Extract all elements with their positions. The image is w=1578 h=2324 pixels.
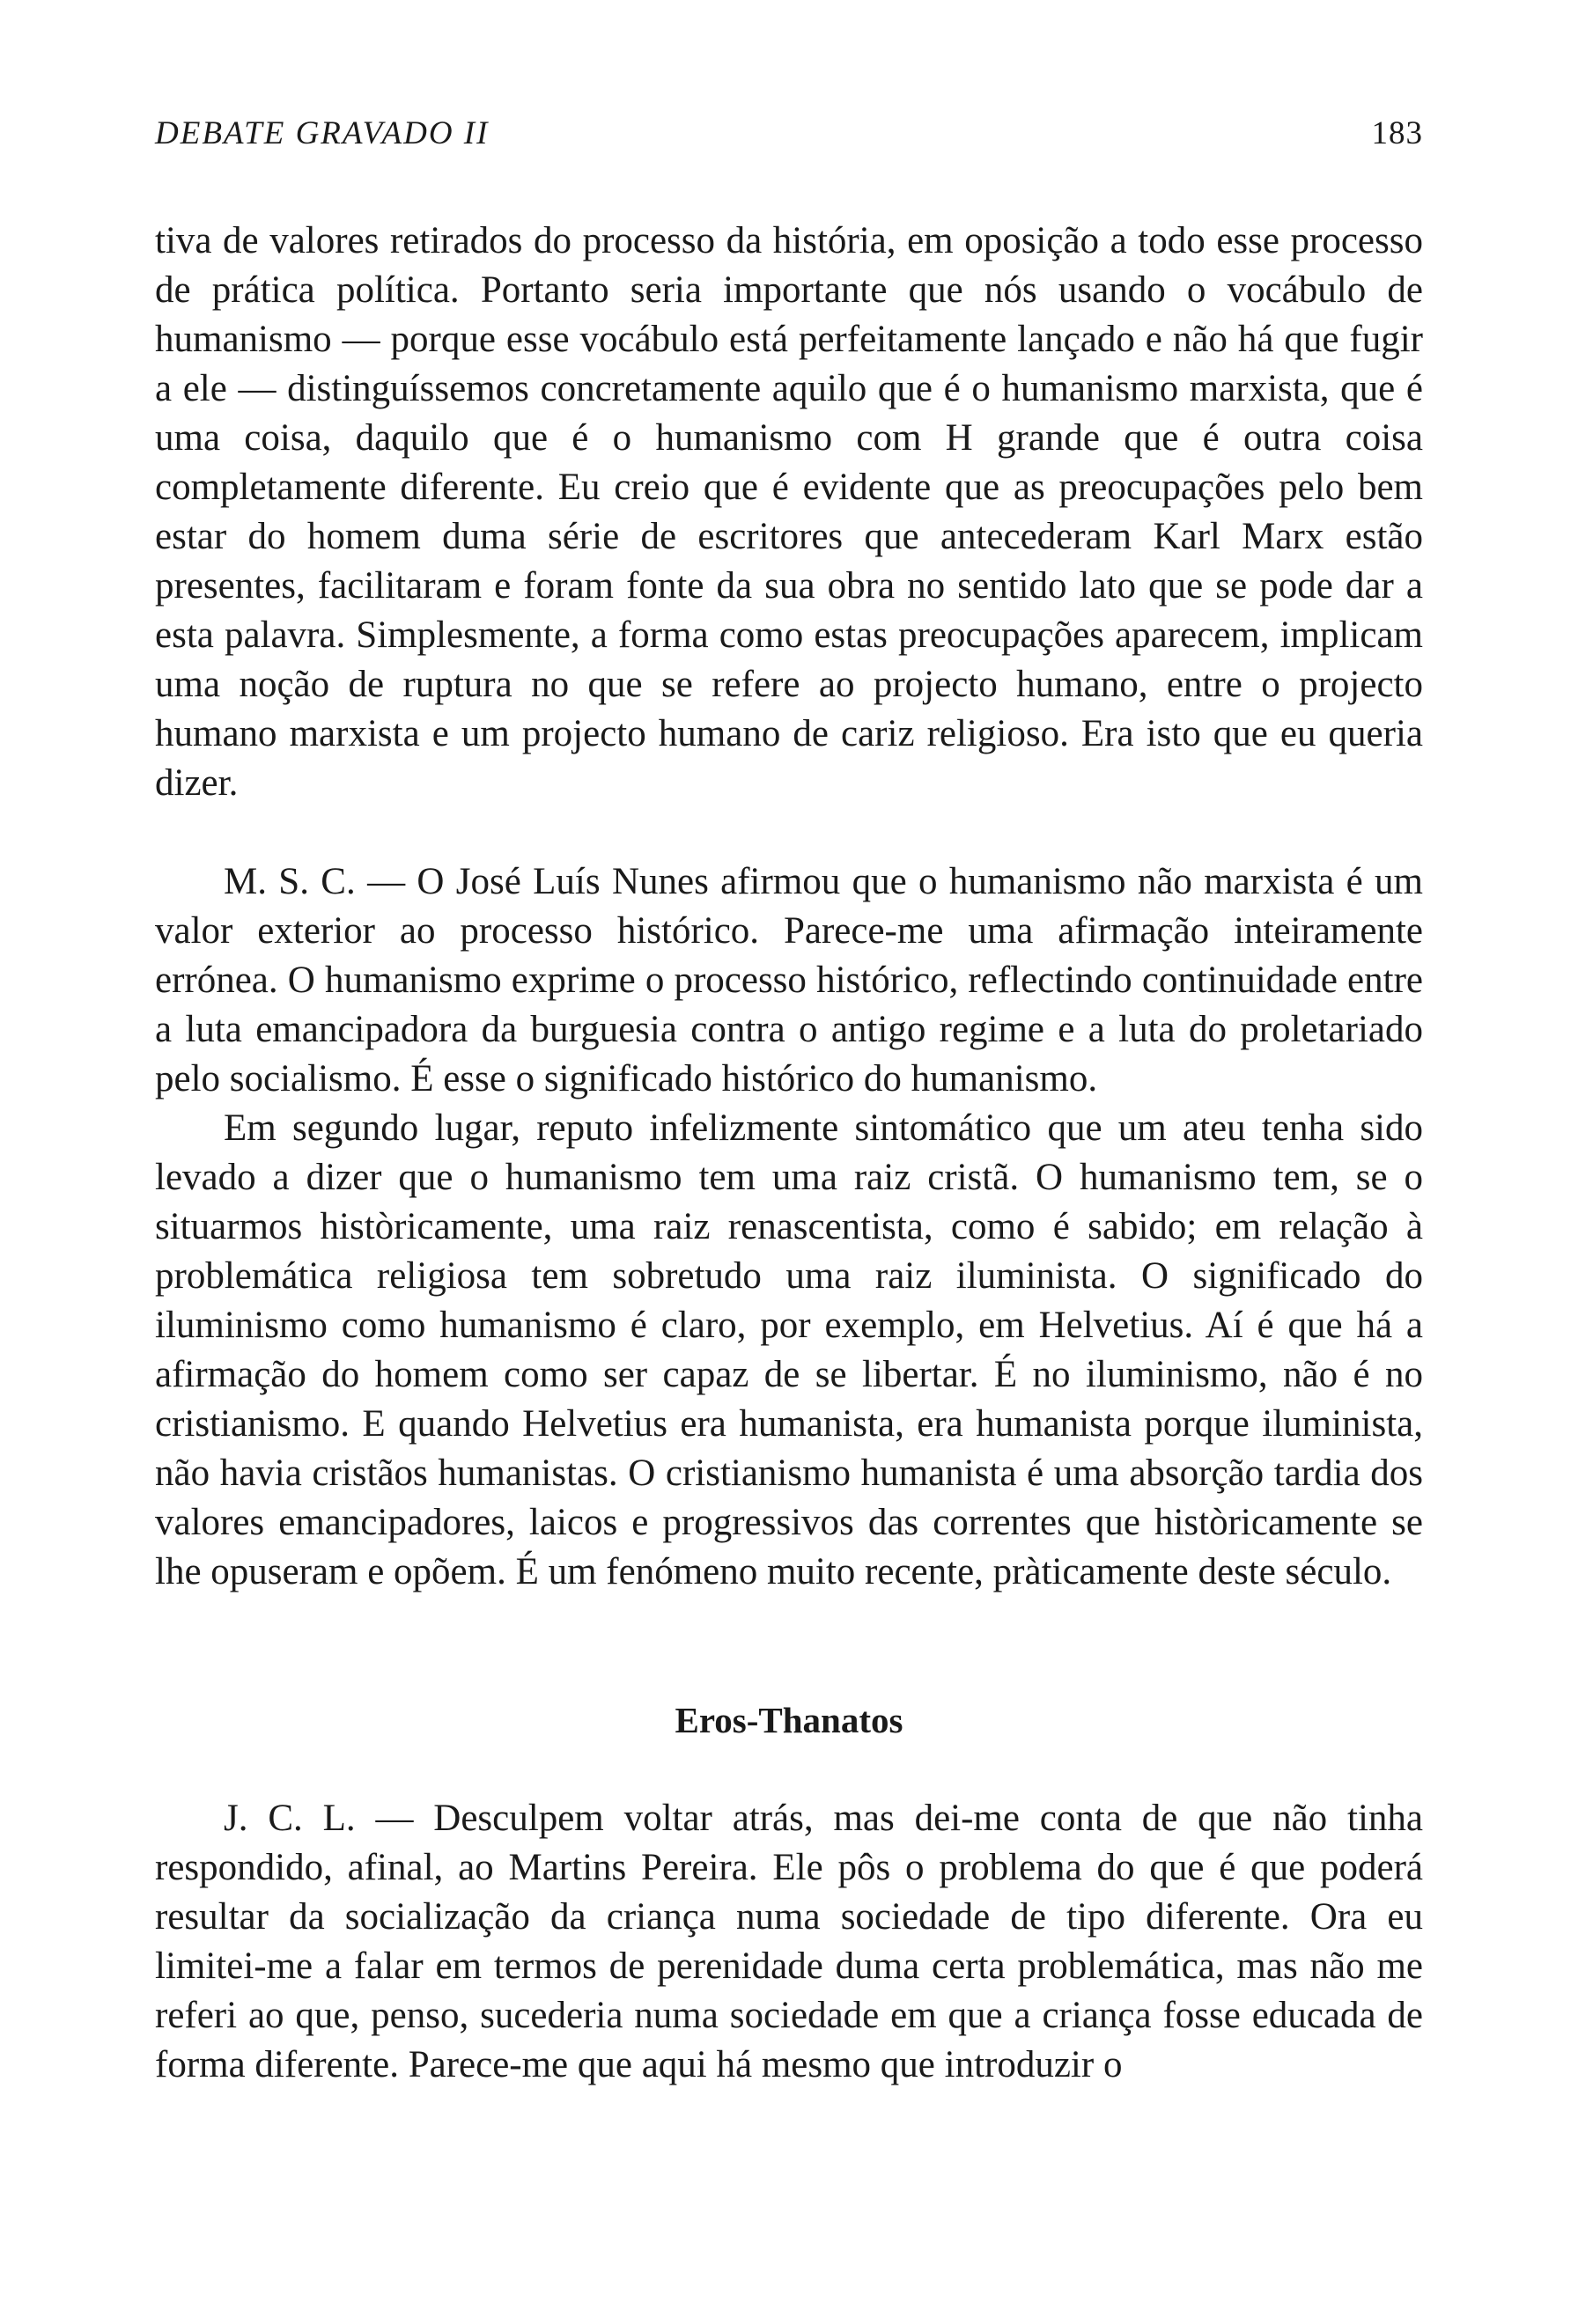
- paragraph-msc: [155, 857, 1423, 1104]
- paragraph-text: Desculpem voltar atrás, mas dei-me conta de que não tinha respondido, afinal, ao Martins Pereira. Ele pôs o problema do que é que poderá resultar da socialização da criança numa sociedade de tipo diferente. Ora eu limitei-me a falar em termos de perenidade duma certa problemática, mas não me referi ao que, penso, sucederia numa sociedade em que a criança fosse educada de forma diferente. Parece-me que aqui há mesmo que introduzir o: [155, 1798, 1423, 2085]
- paragraph-text: O José Luís Nunes afirmou que o humanismo não marxista é um valor exterior ao processo histórico. Parece-me uma afirmação inteiramente errónea. O humanismo exprime o processo histórico, reflectindo continuidade entre a luta emancipadora da burguesia contra o antigo regime e a luta do proletariado pelo socialismo. É esse o significado histórico do humanismo.: [155, 861, 1423, 1099]
- paragraph-text: Em segundo lugar, reputo infelizmente sintomático que um ateu tenha sido levado a dizer que o humanismo tem uma raiz cristã. O humanismo tem, se o situarmos històricamente, uma raiz renascentista, como é sabido; em relação à problemática religiosa tem sobretudo uma raiz iluminista. O significado do iluminismo como humanismo é claro, por exemplo, em Helvetius. Aí é que há a afirmação do homem como ser capaz de se libertar. É no iluminismo, não é no cristianismo. E quando Helvetius era humanista, era humanista porque iluminista, não havia cristãos humanistas. O cristianismo humanista é uma absorção tardia dos valores emancipadores, laicos e progressivos das correntes que històricamente se lhe opuseram e opõem. É um fenómeno muito recente, pràticamente deste século.: [155, 1107, 1423, 1592]
- paragraph-text: tiva de valores retirados do processo da história, em oposição a todo esse processo de prática política. Portanto seria importante que nós usando o vocábulo de humanismo — porque esse vocábulo está perfeitamente lançado e não há que fugir a ele — distinguíssemos concretamente aquilo que é o humanismo marxista, que é uma coisa, daquilo que é o humanismo com H grande que é outra coisa completamente diferente. Eu creio que é evidente que as preocupações pelo bem estar do homem duma série de escritores que antecederam Karl Marx estão presentes, facilitaram e foram fonte da sua obra no sentido lato que se pode dar a esta palavra. Simplesmente, a forma como estas preocupações aparecem, implicam uma noção de ruptura no que se refere ao projecto humano, entre o projecto humano marxista e um projecto humano de cariz religioso. Era isto que eu queria dizer.: [155, 220, 1423, 804]
- running-head: [155, 114, 1423, 164]
- running-head-title: DEBATE GRAVADO II: [155, 115, 490, 151]
- document-page: [155, 114, 1423, 2090]
- speaker-initials: J. C. L. —: [224, 1798, 414, 1839]
- page-number: 183: [1371, 115, 1423, 151]
- paragraph-jcl: [155, 1794, 1423, 2090]
- body-text: [155, 217, 1423, 2090]
- paragraph-second-point: [155, 1104, 1423, 1597]
- speaker-initials: M. S. C. —: [224, 861, 406, 902]
- section-heading: Eros-Thanatos: [675, 1700, 903, 1740]
- paragraph-continued: [155, 217, 1423, 808]
